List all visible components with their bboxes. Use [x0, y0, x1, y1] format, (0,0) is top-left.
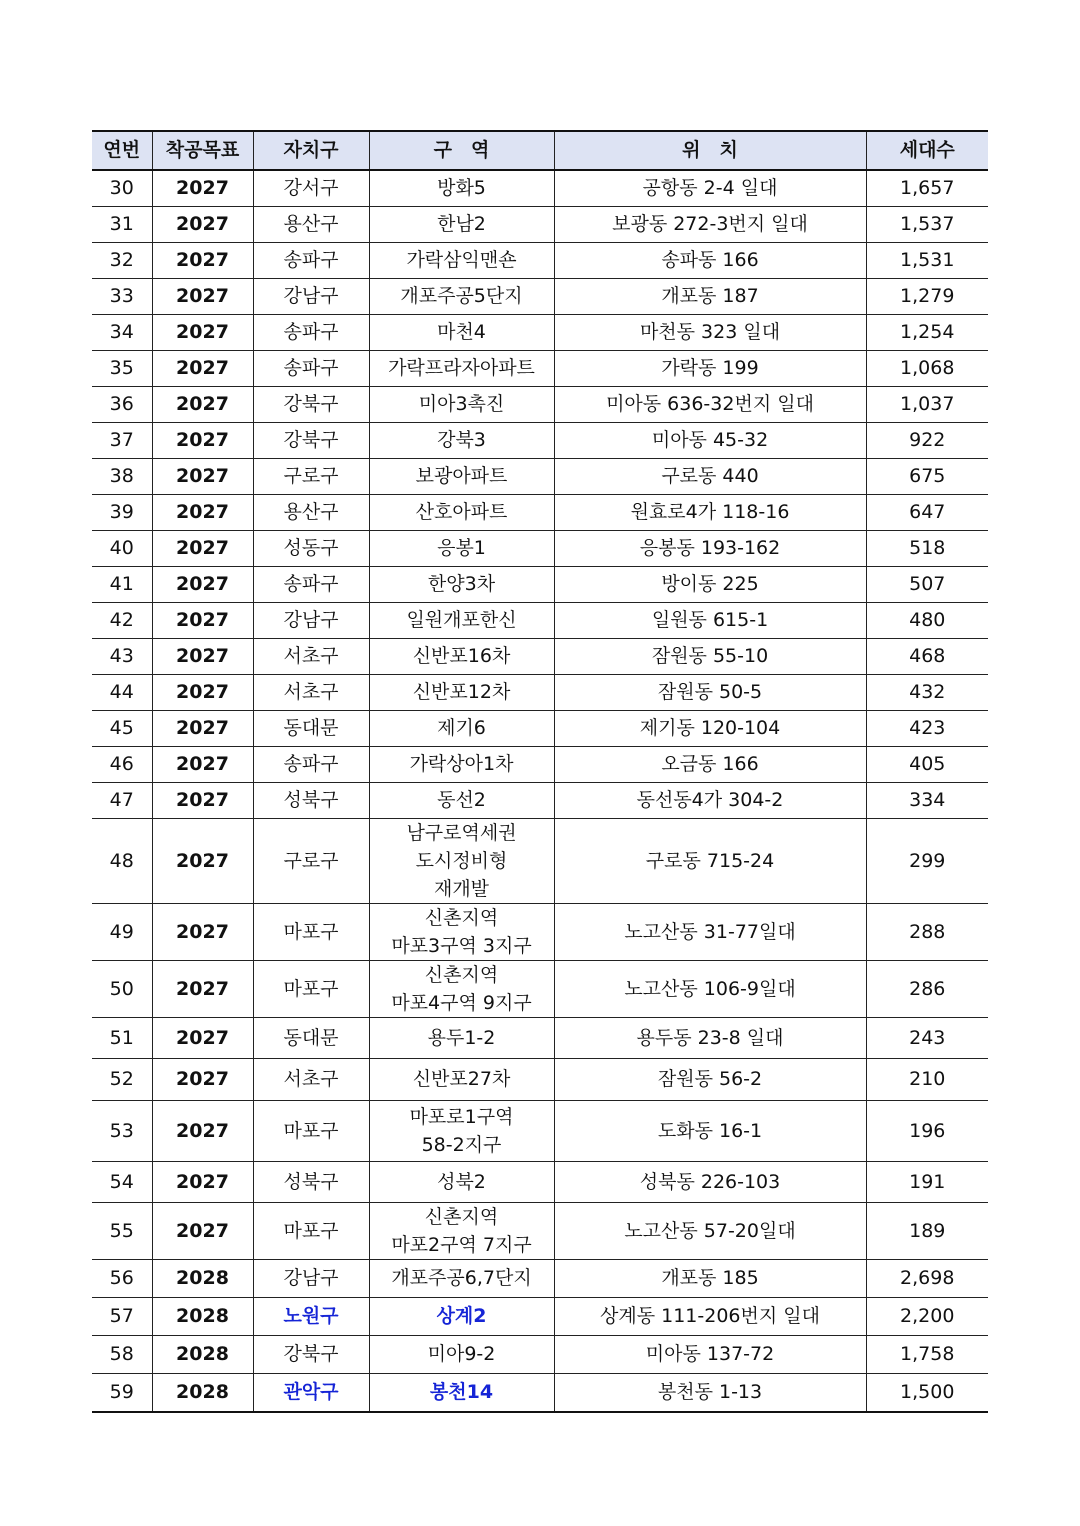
row-units: 196 — [866, 1101, 988, 1162]
row-zone: 남구로역세권 도시정비형 재개발 — [369, 819, 554, 904]
row-district: 구로구 — [253, 459, 369, 495]
row-location: 응봉동 193-162 — [554, 531, 866, 567]
table-row — [92, 1162, 988, 1203]
row-units: 423 — [866, 711, 988, 747]
row-number: 43 — [92, 639, 152, 675]
row-location: 동선동4가 304-2 — [554, 783, 866, 819]
row-units: 191 — [866, 1162, 988, 1203]
row-district: 마포구 — [253, 1203, 369, 1260]
row-zone: 응봉1 — [369, 531, 554, 567]
row-units: 1,537 — [866, 207, 988, 243]
row-zone: 동선2 — [369, 783, 554, 819]
row-start-year: 2027 — [152, 747, 253, 783]
row-location: 성북동 226-103 — [554, 1162, 866, 1203]
row-start-year: 2027 — [152, 603, 253, 639]
row-number: 34 — [92, 315, 152, 351]
row-district: 강남구 — [253, 279, 369, 315]
row-zone: 마천4 — [369, 315, 554, 351]
row-number: 59 — [92, 1374, 152, 1413]
row-units: 518 — [866, 531, 988, 567]
row-location: 잠원동 50-5 — [554, 675, 866, 711]
row-location: 미아동 45-32 — [554, 423, 866, 459]
row-units: 189 — [866, 1203, 988, 1260]
row-start-year: 2027 — [152, 675, 253, 711]
row-location: 상계동 111-206번지 일대 — [554, 1298, 866, 1336]
row-district: 동대문 — [253, 711, 369, 747]
row-units: 507 — [866, 567, 988, 603]
row-location: 방이동 225 — [554, 567, 866, 603]
row-zone: 한양3차 — [369, 567, 554, 603]
row-units: 286 — [866, 961, 988, 1018]
row-zone: 가락상아1차 — [369, 747, 554, 783]
table-body — [92, 170, 988, 1412]
row-location: 구로동 440 — [554, 459, 866, 495]
row-zone: 한남2 — [369, 207, 554, 243]
row-units: 675 — [866, 459, 988, 495]
table-row — [92, 531, 988, 567]
row-start-year: 2027 — [152, 711, 253, 747]
table-row — [92, 207, 988, 243]
row-location: 노고산동 106-9일대 — [554, 961, 866, 1018]
row-zone: 일원개포한신 — [369, 603, 554, 639]
row-district: 마포구 — [253, 1101, 369, 1162]
row-number: 45 — [92, 711, 152, 747]
row-number: 42 — [92, 603, 152, 639]
row-zone: 강북3 — [369, 423, 554, 459]
row-start-year: 2027 — [152, 315, 253, 351]
row-number: 35 — [92, 351, 152, 387]
row-start-year: 2027 — [152, 351, 253, 387]
row-zone: 신반포27차 — [369, 1059, 554, 1101]
row-location: 노고산동 57-20일대 — [554, 1203, 866, 1260]
table-row — [92, 639, 988, 675]
row-zone: 가락삼익맨숀 — [369, 243, 554, 279]
header-district: 자치구 — [253, 131, 369, 170]
row-zone: 미아3촉진 — [369, 387, 554, 423]
row-district: 송파구 — [253, 567, 369, 603]
row-start-year: 2027 — [152, 387, 253, 423]
row-district: 송파구 — [253, 315, 369, 351]
row-start-year: 2027 — [152, 1018, 253, 1059]
table-row — [92, 747, 988, 783]
row-district: 노원구 — [253, 1298, 369, 1336]
row-district: 강북구 — [253, 387, 369, 423]
row-units: 1,500 — [866, 1374, 988, 1413]
row-start-year: 2027 — [152, 531, 253, 567]
row-zone: 신반포16차 — [369, 639, 554, 675]
row-number: 56 — [92, 1260, 152, 1298]
table-row — [92, 603, 988, 639]
row-district: 강남구 — [253, 1260, 369, 1298]
row-number: 57 — [92, 1298, 152, 1336]
row-district: 성북구 — [253, 1162, 369, 1203]
row-units: 1,037 — [866, 387, 988, 423]
header-row — [92, 131, 988, 170]
row-number: 53 — [92, 1101, 152, 1162]
row-number: 32 — [92, 243, 152, 279]
row-location: 가락동 199 — [554, 351, 866, 387]
row-location: 개포동 185 — [554, 1260, 866, 1298]
row-units: 480 — [866, 603, 988, 639]
row-units: 243 — [866, 1018, 988, 1059]
table-row — [92, 1203, 988, 1260]
row-number: 39 — [92, 495, 152, 531]
row-zone: 개포주공5단지 — [369, 279, 554, 315]
redevelopment-table — [92, 130, 988, 1413]
row-start-year: 2027 — [152, 279, 253, 315]
row-location: 봉천동 1-13 — [554, 1374, 866, 1413]
row-units: 405 — [866, 747, 988, 783]
row-number: 50 — [92, 961, 152, 1018]
header-location: 위 치 — [554, 131, 866, 170]
row-district: 마포구 — [253, 904, 369, 961]
row-number: 37 — [92, 423, 152, 459]
row-location: 일원동 615-1 — [554, 603, 866, 639]
row-location: 잠원동 55-10 — [554, 639, 866, 675]
row-district: 용산구 — [253, 495, 369, 531]
row-number: 30 — [92, 170, 152, 207]
table-row — [92, 711, 988, 747]
row-start-year: 2027 — [152, 904, 253, 961]
row-district: 서초구 — [253, 1059, 369, 1101]
row-zone: 신촌지역 마포4구역 9지구 — [369, 961, 554, 1018]
row-location: 도화동 16-1 — [554, 1101, 866, 1162]
row-district: 송파구 — [253, 243, 369, 279]
row-number: 48 — [92, 819, 152, 904]
row-start-year: 2027 — [152, 961, 253, 1018]
row-district: 강북구 — [253, 423, 369, 459]
row-units: 1,254 — [866, 315, 988, 351]
row-district: 강남구 — [253, 603, 369, 639]
table-row — [92, 1018, 988, 1059]
row-number: 51 — [92, 1018, 152, 1059]
row-location: 미아동 137-72 — [554, 1336, 866, 1374]
header-zone: 구 역 — [369, 131, 554, 170]
row-start-year: 2027 — [152, 1059, 253, 1101]
table-row — [92, 459, 988, 495]
header-units: 세대수 — [866, 131, 988, 170]
row-location: 오금동 166 — [554, 747, 866, 783]
row-number: 38 — [92, 459, 152, 495]
row-zone: 봉천14 — [369, 1374, 554, 1413]
table-row — [92, 495, 988, 531]
row-location: 미아동 636-32번지 일대 — [554, 387, 866, 423]
row-number: 33 — [92, 279, 152, 315]
table-row — [92, 1260, 988, 1298]
row-zone: 마포로1구역 58-2지구 — [369, 1101, 554, 1162]
row-units: 288 — [866, 904, 988, 961]
table-row — [92, 170, 988, 207]
row-units: 432 — [866, 675, 988, 711]
row-zone: 신촌지역 마포3구역 3지구 — [369, 904, 554, 961]
row-start-year: 2028 — [152, 1336, 253, 1374]
header-start-target: 착공목표 — [152, 131, 253, 170]
row-district: 관악구 — [253, 1374, 369, 1413]
table-row — [92, 904, 988, 961]
row-location: 보광동 272-3번지 일대 — [554, 207, 866, 243]
row-zone: 개포주공6,7단지 — [369, 1260, 554, 1298]
table-row — [92, 783, 988, 819]
row-units: 210 — [866, 1059, 988, 1101]
row-location: 구로동 715-24 — [554, 819, 866, 904]
row-location: 용두동 23-8 일대 — [554, 1018, 866, 1059]
row-start-year: 2027 — [152, 459, 253, 495]
row-start-year: 2027 — [152, 423, 253, 459]
row-district: 마포구 — [253, 961, 369, 1018]
row-district: 용산구 — [253, 207, 369, 243]
row-start-year: 2027 — [152, 243, 253, 279]
row-number: 46 — [92, 747, 152, 783]
table-row — [92, 675, 988, 711]
table-row — [92, 423, 988, 459]
row-number: 49 — [92, 904, 152, 961]
row-units: 334 — [866, 783, 988, 819]
table-row — [92, 279, 988, 315]
row-location: 잠원동 56-2 — [554, 1059, 866, 1101]
table-row — [92, 243, 988, 279]
row-start-year: 2027 — [152, 1203, 253, 1260]
row-start-year: 2027 — [152, 819, 253, 904]
row-location: 원효로4가 118-16 — [554, 495, 866, 531]
row-zone: 신촌지역 마포2구역 7지구 — [369, 1203, 554, 1260]
row-number: 54 — [92, 1162, 152, 1203]
row-units: 468 — [866, 639, 988, 675]
row-number: 52 — [92, 1059, 152, 1101]
row-zone: 신반포12차 — [369, 675, 554, 711]
row-start-year: 2028 — [152, 1374, 253, 1413]
row-start-year: 2027 — [152, 783, 253, 819]
row-location: 제기동 120-104 — [554, 711, 866, 747]
row-zone: 제기6 — [369, 711, 554, 747]
row-location: 송파동 166 — [554, 243, 866, 279]
row-number: 31 — [92, 207, 152, 243]
row-zone: 가락프라자아파트 — [369, 351, 554, 387]
row-zone: 미아9-2 — [369, 1336, 554, 1374]
row-number: 58 — [92, 1336, 152, 1374]
row-units: 2,200 — [866, 1298, 988, 1336]
row-start-year: 2027 — [152, 639, 253, 675]
row-number: 41 — [92, 567, 152, 603]
row-number: 44 — [92, 675, 152, 711]
row-number: 40 — [92, 531, 152, 567]
row-zone: 상계2 — [369, 1298, 554, 1336]
table-row — [92, 1101, 988, 1162]
row-units: 1,657 — [866, 170, 988, 207]
table-row — [92, 1059, 988, 1101]
table-row — [92, 567, 988, 603]
table-row — [92, 1336, 988, 1374]
row-location: 개포동 187 — [554, 279, 866, 315]
row-zone: 산호아파트 — [369, 495, 554, 531]
row-district: 서초구 — [253, 639, 369, 675]
row-location: 공항동 2-4 일대 — [554, 170, 866, 207]
row-units: 1,068 — [866, 351, 988, 387]
row-start-year: 2027 — [152, 1101, 253, 1162]
row-number: 55 — [92, 1203, 152, 1260]
row-units: 647 — [866, 495, 988, 531]
table-row — [92, 315, 988, 351]
row-district: 성동구 — [253, 531, 369, 567]
table-row — [92, 1298, 988, 1336]
row-location: 마천동 323 일대 — [554, 315, 866, 351]
row-start-year: 2028 — [152, 1260, 253, 1298]
row-number: 36 — [92, 387, 152, 423]
row-number: 47 — [92, 783, 152, 819]
row-units: 2,698 — [866, 1260, 988, 1298]
row-units: 1,279 — [866, 279, 988, 315]
row-start-year: 2027 — [152, 207, 253, 243]
header-no: 연번 — [92, 131, 152, 170]
row-district: 강북구 — [253, 1336, 369, 1374]
table-row — [92, 819, 988, 904]
row-start-year: 2027 — [152, 495, 253, 531]
row-district: 동대문 — [253, 1018, 369, 1059]
row-units: 1,531 — [866, 243, 988, 279]
row-zone: 방화5 — [369, 170, 554, 207]
table-row — [92, 961, 988, 1018]
row-district: 성북구 — [253, 783, 369, 819]
table-header — [92, 131, 988, 170]
row-district: 구로구 — [253, 819, 369, 904]
row-zone: 용두1-2 — [369, 1018, 554, 1059]
row-district: 송파구 — [253, 351, 369, 387]
table-row — [92, 387, 988, 423]
row-units: 922 — [866, 423, 988, 459]
row-start-year: 2027 — [152, 170, 253, 207]
row-location: 노고산동 31-77일대 — [554, 904, 866, 961]
row-district: 송파구 — [253, 747, 369, 783]
row-units: 1,758 — [866, 1336, 988, 1374]
row-units: 299 — [866, 819, 988, 904]
row-start-year: 2027 — [152, 567, 253, 603]
row-district: 서초구 — [253, 675, 369, 711]
row-zone: 성북2 — [369, 1162, 554, 1203]
row-zone: 보광아파트 — [369, 459, 554, 495]
row-district: 강서구 — [253, 170, 369, 207]
table-row — [92, 1374, 988, 1413]
table-row — [92, 351, 988, 387]
row-start-year: 2027 — [152, 1162, 253, 1203]
row-start-year: 2028 — [152, 1298, 253, 1336]
